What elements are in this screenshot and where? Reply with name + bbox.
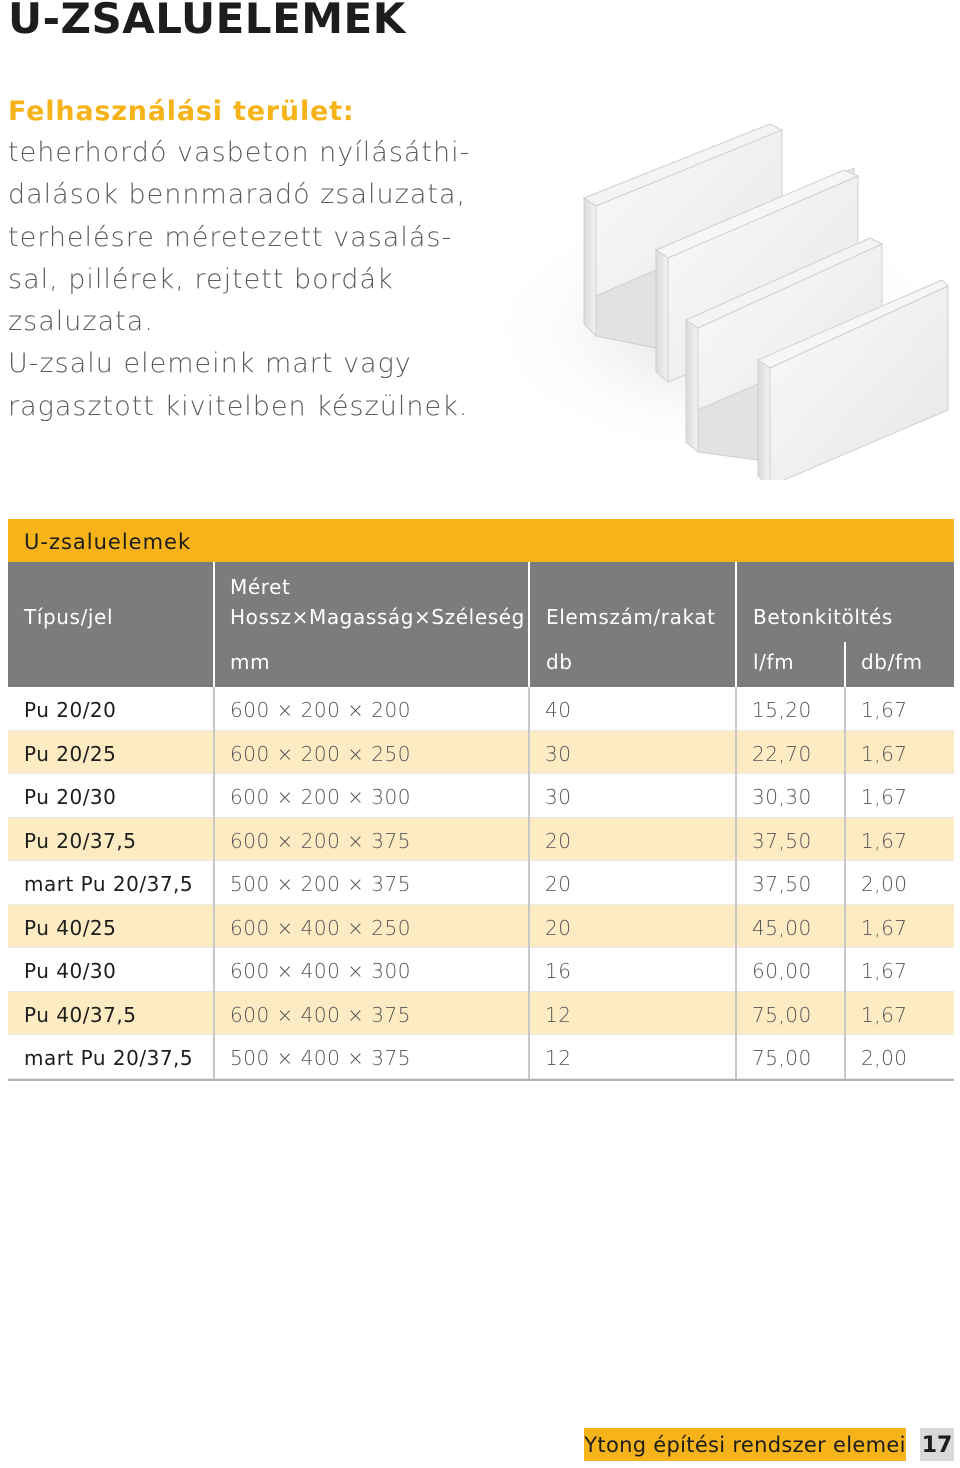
intro-line: terhelésre méretezett vasalás- [8,221,453,253]
cell-fill-volume: 22,70 [752,741,812,766]
cell-count: 20 [545,915,572,940]
cell-fill-count: 1,67 [861,785,908,809]
cell-size: 600 × 200 × 200 [230,698,411,722]
intro-line: U-zsalu elemeink mart vagy [8,348,412,380]
column-divider [735,562,737,687]
cell-fill-count: 2,00 [861,1046,908,1070]
cell-fill-volume: 75,00 [752,1002,812,1027]
cell-size: 600 × 200 × 375 [230,828,411,853]
footer-label: Ytong építési rendszer elemei [584,1428,906,1461]
cell-fill-volume: 37,50 [752,828,812,853]
header-type: Típus/jel [24,605,114,629]
cell-size: 600 × 200 × 300 [230,785,411,809]
page-number: 17 [920,1428,954,1461]
table-row [8,818,954,862]
cell-fill-count: 2,00 [861,872,908,896]
cell-fill-count: 1,67 [861,1002,908,1027]
cell-type: mart Pu 20/37,5 [24,872,194,896]
header-count: Elemszám/rakat [546,605,716,629]
column-divider [528,562,530,687]
cell-count: 20 [545,828,572,853]
cell-fill-volume: 45,00 [752,915,812,940]
cell-fill-volume: 60,00 [752,959,812,983]
header-size: Méret [230,575,291,599]
column-divider [528,687,530,1079]
cell-fill-count: 1,67 [861,828,908,853]
cell-size: 500 × 400 × 375 [230,1046,411,1070]
intro-line: zsaluzata. [8,306,154,338]
table-row [8,905,954,949]
cell-type: Pu 40/30 [24,959,117,983]
cell-count: 16 [545,959,572,983]
cell-count: 40 [545,698,572,722]
table-row [8,861,954,905]
table-body [8,687,954,1079]
cell-count: 12 [545,1046,572,1070]
header-size-dimensions: Hossz×Magasság×Széleség [230,605,525,629]
column-divider [735,687,737,1079]
cell-fill-count: 1,67 [861,915,908,940]
cell-type: Pu 20/30 [24,785,117,809]
cell-count: 12 [545,1002,572,1027]
intro-line: dalások bennmaradó zsaluzata, [8,179,467,211]
column-divider [844,642,846,687]
u-block-product-image [480,110,960,480]
cell-count: 30 [545,741,572,766]
cell-type: Pu 20/25 [24,741,117,766]
cell-fill-count: 1,67 [861,698,908,722]
intro-line: sal, pillérek, rejtett bordák [8,263,394,295]
cell-count: 20 [545,872,572,896]
cell-type: mart Pu 20/37,5 [24,1046,194,1070]
intro-line: ragasztott kivitelben készülnek. [8,390,469,422]
table-row [8,992,954,1036]
header-fill: Betonkitöltés [753,605,893,629]
page-title: U-ZSALUELEMEK [8,0,406,43]
table-row [8,731,954,775]
column-divider [213,562,215,687]
header-unit-size: mm [230,650,271,674]
table-row [8,1035,954,1079]
table-header [8,562,954,687]
table-row [8,948,954,992]
cell-type: Pu 40/25 [24,915,117,940]
cell-fill-count: 1,67 [861,959,908,983]
header-unit-fill-count: db/fm [861,650,923,674]
intro-heading: Felhasználási terület: [8,96,355,127]
cell-size: 500 × 200 × 375 [230,872,411,896]
cell-type: Pu 40/37,5 [24,1002,137,1027]
header-unit-fill-volume: l/fm [753,650,795,674]
cell-size: 600 × 400 × 250 [230,915,411,940]
cell-fill-volume: 15,20 [752,698,812,722]
cell-fill-volume: 37,50 [752,872,812,896]
intro-line: teherhordó vasbeton nyílásáthi- [8,137,471,168]
u-element-table [8,519,954,1081]
cell-fill-volume: 30,30 [752,785,812,809]
cell-type: Pu 20/20 [24,698,117,722]
intro-section [8,92,488,428]
table-caption: U-zsaluelemek [8,519,954,562]
cell-size: 600 × 400 × 375 [230,1002,411,1027]
table-row [8,687,954,731]
cell-fill-volume: 75,00 [752,1046,812,1070]
cell-count: 30 [545,785,572,809]
cell-size: 600 × 400 × 300 [230,959,411,983]
table-row [8,774,954,818]
cell-size: 600 × 200 × 250 [230,741,411,766]
column-divider [213,687,215,1079]
cell-type: Pu 20/37,5 [24,828,137,853]
column-divider [844,687,846,1079]
cell-fill-count: 1,67 [861,741,908,766]
header-unit-count: db [546,650,573,674]
